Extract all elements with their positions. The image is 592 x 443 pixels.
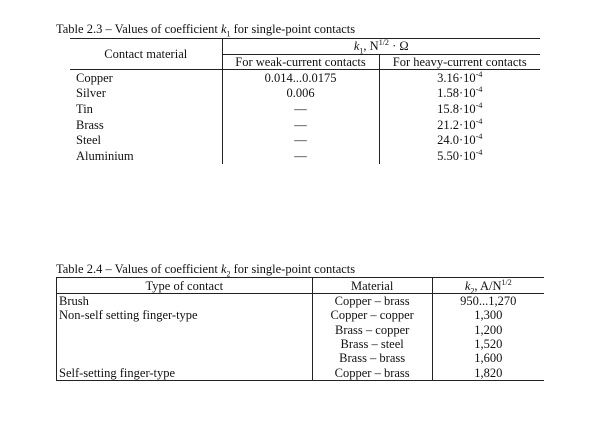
caption-symbol: k: [220, 22, 227, 36]
table-row: [57, 323, 545, 337]
table-row: [70, 132, 540, 148]
heavy-exponent: -4: [475, 69, 483, 79]
caption-symbol: k: [220, 262, 227, 276]
header-weak-current: For weak-current contacts: [222, 54, 379, 70]
heavy-exponent: -4: [475, 85, 483, 95]
cell-type: [57, 337, 313, 351]
table-2-3: [70, 38, 540, 164]
cell-material: Tin: [70, 101, 222, 117]
k1-exponent: 1/2: [378, 38, 389, 48]
header-material: Material: [312, 278, 432, 294]
caption-text: Table 2.3 – Values of coefficient: [56, 22, 221, 36]
table-row: [57, 337, 545, 351]
cell-material: Brass: [70, 117, 222, 133]
table-row: [70, 148, 540, 164]
cell-heavy: [379, 117, 540, 133]
heavy-exponent: -4: [475, 100, 483, 110]
cell-material: Copper – brass: [312, 365, 432, 380]
cell-type: Non-self setting finger-type: [57, 308, 313, 322]
k2-symbol: k: [464, 278, 471, 293]
cell-heavy: [379, 86, 540, 102]
table-row: [70, 117, 540, 133]
caption-subscript: 1: [226, 29, 231, 39]
k1-subscript: 1: [359, 46, 364, 56]
k2-exponent: 1/2: [501, 277, 512, 287]
cell-weak: 0.014...0.0175: [222, 70, 379, 86]
caption-text-suffix: for single-point contacts: [230, 262, 356, 276]
cell-type: Self-setting finger-type: [57, 365, 313, 380]
cell-weak: —: [222, 117, 379, 133]
k1-symbol: k: [353, 39, 360, 54]
table-row: [70, 101, 540, 117]
cell-heavy: [379, 148, 540, 164]
cell-material: Copper: [70, 70, 222, 86]
cell-weak: 0.006: [222, 86, 379, 102]
heavy-base: 15.8·10: [437, 101, 476, 116]
cell-material: Copper – copper: [312, 308, 432, 322]
table-2-4: [56, 277, 544, 381]
table-row: [57, 351, 545, 365]
cell-k2: 1,520: [474, 337, 503, 352]
heavy-base: 3.16·10: [437, 70, 476, 85]
caption-text: Table 2.4 – Values of coefficient: [56, 262, 221, 276]
k1-unit-tail: · Ω: [388, 39, 409, 54]
header-heavy-current: For heavy-current contacts: [379, 54, 540, 70]
cell-k2: 950...1,270: [460, 294, 517, 309]
header-k1: [222, 39, 540, 55]
cell-k2: 1,300: [474, 308, 503, 323]
cell-weak: —: [222, 101, 379, 117]
cell-type: Brush: [57, 294, 313, 309]
cell-weak: —: [222, 132, 379, 148]
cell-heavy: [379, 101, 540, 117]
k1-unit: , N: [363, 39, 379, 54]
cell-heavy: [379, 70, 540, 86]
cell-type: [57, 351, 313, 365]
header-contact-material: Contact material: [70, 39, 222, 70]
heavy-base: 1.58·10: [437, 86, 476, 101]
cell-weak: —: [222, 148, 379, 164]
cell-material: Brass – brass: [312, 351, 432, 365]
heavy-exponent: -4: [475, 147, 483, 157]
heavy-base: 21.2·10: [437, 117, 476, 132]
k2-unit: , A/N: [474, 278, 502, 293]
table-row: [57, 365, 545, 380]
caption-text-suffix: for single-point contacts: [230, 22, 356, 36]
header-type-of-contact: Type of contact: [57, 278, 313, 294]
table-row: [57, 308, 545, 322]
cell-material: Brass – copper: [312, 323, 432, 337]
cell-material: Steel: [70, 132, 222, 148]
cell-k2: 1,820: [432, 365, 544, 380]
table-row: [57, 294, 545, 309]
caption-subscript: 2: [226, 269, 231, 279]
cell-k2: 1,200: [474, 322, 503, 337]
cell-material: Silver: [70, 86, 222, 102]
cell-k2: 1,600: [474, 351, 503, 366]
heavy-exponent: -4: [475, 132, 483, 142]
table-row: [70, 86, 540, 102]
table-2-4-caption: [56, 262, 355, 277]
cell-type: [57, 323, 313, 337]
cell-heavy: [379, 132, 540, 148]
cell-material: Aluminium: [70, 148, 222, 164]
table-2-3-caption: [56, 22, 355, 37]
table-row: [70, 70, 540, 86]
cell-material: Copper – brass: [312, 294, 432, 309]
header-k2: [432, 278, 544, 294]
heavy-base: 24.0·10: [437, 133, 476, 148]
heavy-exponent: -4: [475, 116, 483, 126]
heavy-base: 5.50·10: [437, 148, 476, 163]
k2-subscript: 2: [470, 286, 475, 295]
cell-material: Brass – steel: [312, 337, 432, 351]
